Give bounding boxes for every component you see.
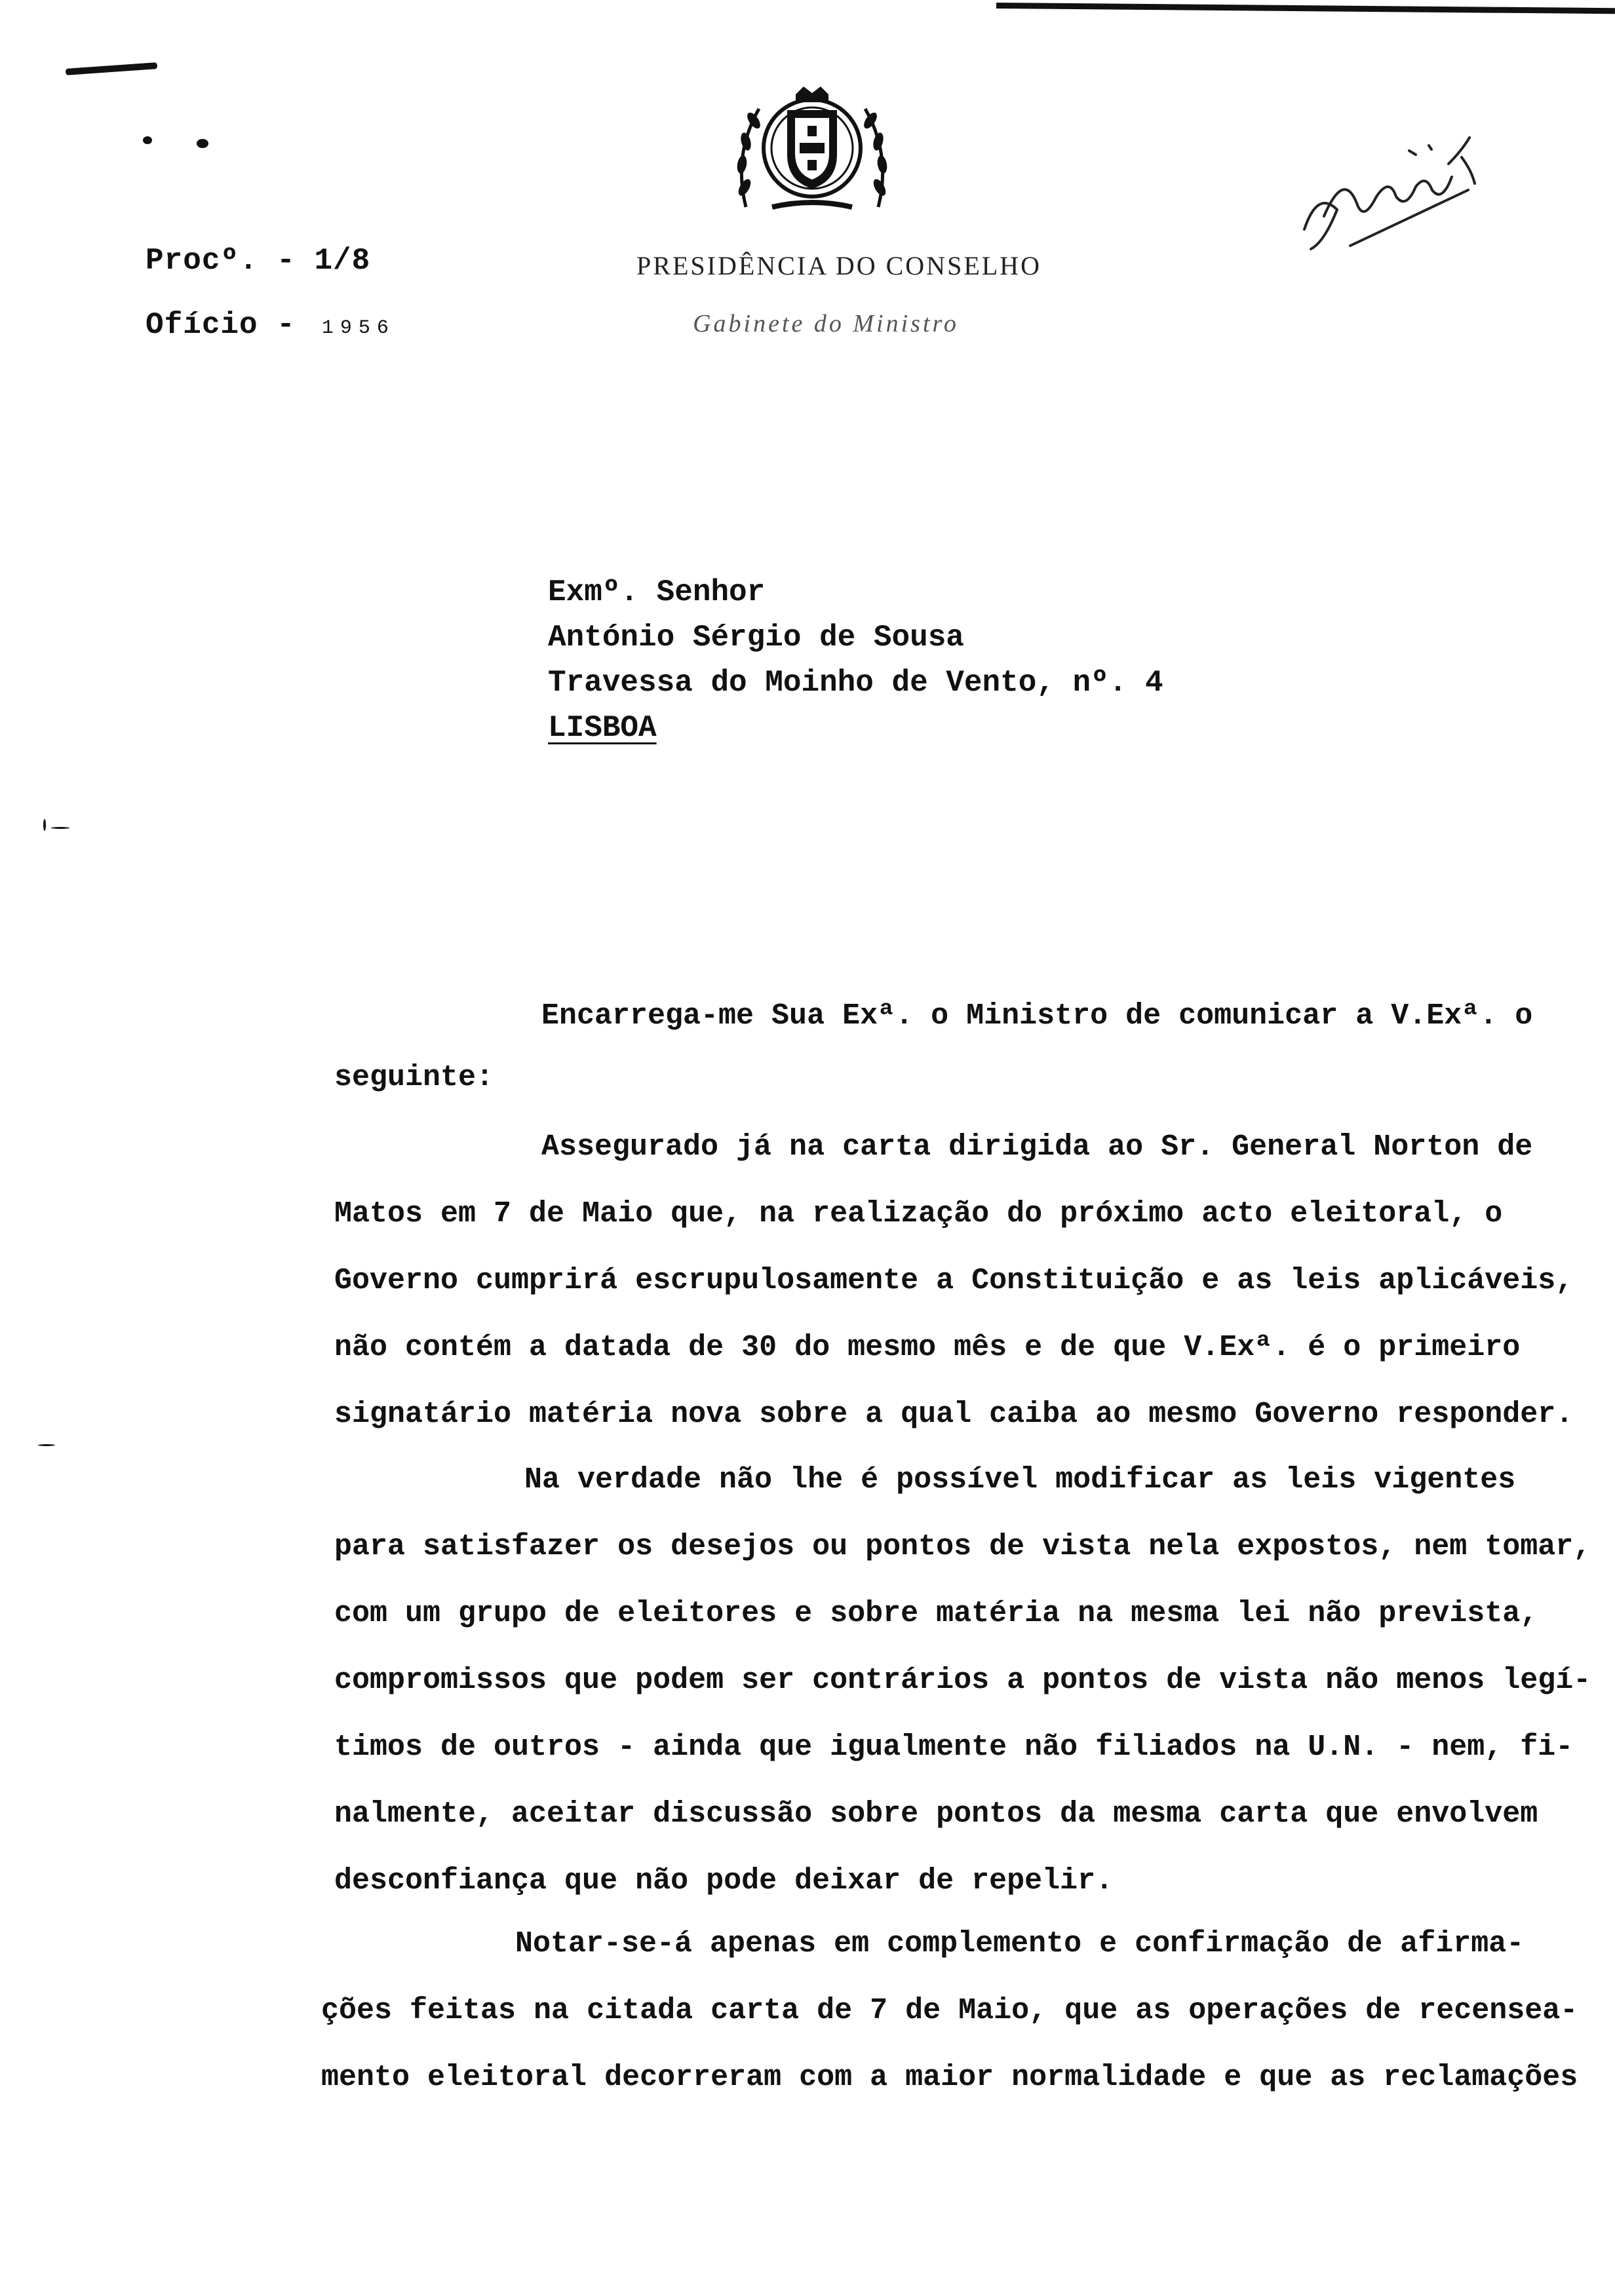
scan-mark [197, 139, 208, 148]
oficio-number: 1956 [321, 317, 395, 339]
text-line: ções feitas na citada carta de 7 de Maio, que as operações de recensea- [321, 1994, 1578, 2027]
text-line: timos de outros - ainda que igualmente não filiados na U.N. - nem, fi- [334, 1731, 1574, 1764]
scan-edge-line [996, 3, 1615, 14]
handwritten-signature [1291, 111, 1488, 262]
text-line: com um grupo de eleitores e sobre matéria na mesma lei não prevista, [334, 1597, 1538, 1630]
process-reference: Procº. - 1/8 [146, 244, 371, 278]
paragraph-1 [334, 983, 1533, 1111]
coat-of-arms-emblem [726, 83, 898, 221]
text-line: para satisfazer os desejos ou pontos de vista nela expostos, nem tomar, [334, 1530, 1591, 1563]
recipient-address [548, 570, 1163, 751]
address-street: Travessa do Moinho de Vento, nº. 4 [548, 666, 1163, 700]
address-name: António Sérgio de Sousa [548, 621, 964, 655]
text-line: Notar-se-á apenas em complemento e confirmação de afirma- [515, 1927, 1525, 1961]
text-line: Na verdade não lhe é possível modificar as leis vigentes [524, 1463, 1516, 1497]
scan-mark [38, 1444, 55, 1446]
text-line: Governo cumprirá escrupulosamente a Constituição e as leis aplicáveis, [334, 1264, 1574, 1297]
text-line: signatário matéria nova sobre a qual caiba ao mesmo Governo responder. [334, 1398, 1574, 1431]
text-line: seguinte: [334, 1061, 494, 1094]
scan-mark [66, 62, 157, 75]
address-city: LISBOA [548, 711, 657, 745]
text-line: Encarrega-me Sua Exª. o Ministro de comunicar a V.Exª. o [541, 999, 1533, 1033]
oficio-reference [146, 308, 395, 342]
institution-name: PRESIDÊNCIA DO CONSELHO [636, 251, 1041, 280]
paragraph-3 [334, 1447, 1591, 1915]
text-line: não contém a datada de 30 do mesmo mês e de que V.Exª. é o primeiro [334, 1331, 1521, 1364]
text-line: Assegurado já na carta dirigida ao Sr. General Norton de [541, 1130, 1533, 1164]
text-line: Matos em 7 de Maio que, na realização do próximo acto eleitoral, o [334, 1197, 1503, 1231]
text-line: nalmente, aceitar discussão sobre pontos da mesma carta que envolvem [334, 1797, 1538, 1831]
address-salutation: Exmº. Senhor [548, 575, 766, 609]
oficio-label: Ofício - [146, 308, 296, 342]
scan-mark [51, 827, 69, 829]
text-line: desconfiança que não pode deixar de repelir. [334, 1864, 1114, 1898]
scan-mark [43, 819, 46, 831]
scan-mark [143, 136, 152, 144]
paragraph-4 [321, 1911, 1578, 2111]
text-line: compromissos que podem ser contrários a pontos de vista não menos legí- [334, 1664, 1591, 1697]
text-line: mento eleitoral decorreram com a maior normalidade e que as reclamações [321, 2061, 1578, 2094]
office-name: Gabinete do Ministro [693, 310, 959, 337]
paragraph-2 [334, 1114, 1574, 1448]
